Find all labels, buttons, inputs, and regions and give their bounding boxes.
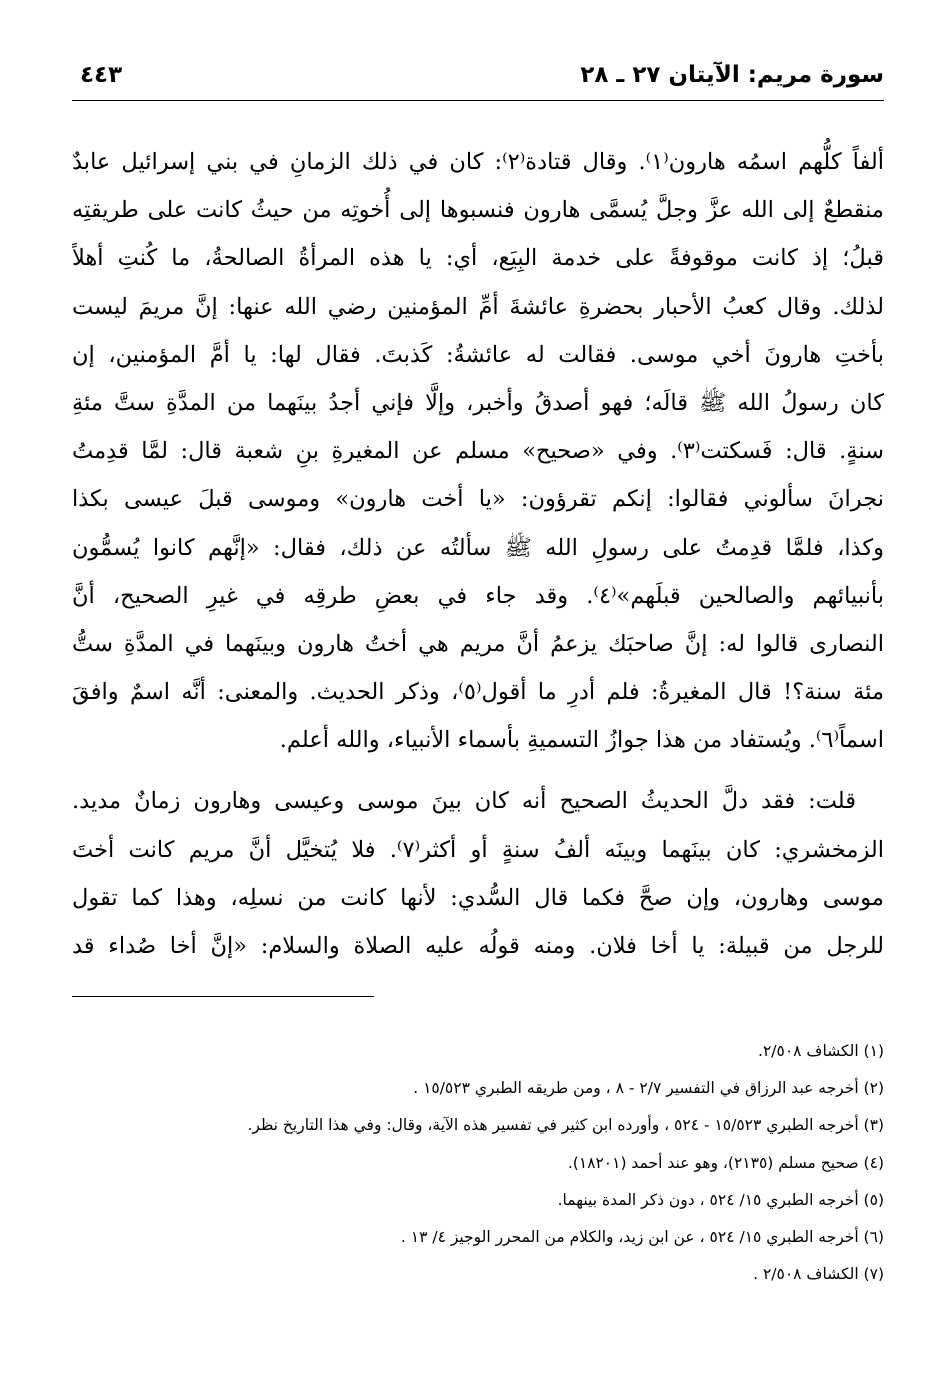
text-line: وكذا، فلمَّا قدِمتُ على رسولِ الله ﷺ سألتُه عن ذلك، فقال: «إنَّهم كانوا يُسمُّون xyxy=(72,534,884,561)
paragraph-gap xyxy=(72,764,884,777)
text-line: ألفاً كلُّهم اسمُه هارون⁽١⁾. وقال قتادة⁽٢⁾: كان في ذلك الزمانِ في بني إسرائيل عابدٌ xyxy=(72,149,884,175)
text-line: قبلُ؛ إذ كانت موقوفةً على خدمة البِيَع، أي: يا هذه المرأةُ الصالحةُ، ما كُنتِ أهلاً xyxy=(72,245,884,272)
footnote: (٧) الكشاف ٢/٥٠٨ . xyxy=(753,1265,884,1284)
text-line: بأنبيائهم والصالحين قبلَهم»⁽٤⁾. وقد جاء في بعضِ طرقِه في غيرِ الصحيح، أنَّ xyxy=(72,582,884,609)
footnote: (٤) صحيح مسلم (٢١٣٥)، وهو عند أحمد (١٨٢٠١). xyxy=(567,1153,884,1172)
book-page xyxy=(72,58,884,1338)
text-line: النصارى قالوا له: إنَّ صاحبَك يزعمُ أنَّ مريم هي أختُ هارون وبينَهما في المدَّةِ ستُّ xyxy=(72,630,884,657)
footnote: (٣) أخرجه الطبري ١٥/٥٢٣ - ٥٢٤ ، وأورده ابن كثير في تفسير هذه الآية، وقال: وفي هذا التاريخ نظر. xyxy=(247,1116,884,1135)
text-line: بأختِ هارونَ أخي موسى. فقالت له عائشةُ: كَذبتَ. فقال لها: يا أمَّ المؤمنين، إن xyxy=(72,341,884,368)
text-line: موسى وهارون، وإن صحَّ فكما قال السُّدي: لأنها كانت من نسلِه، وهذا كما تقول xyxy=(72,884,884,911)
paragraph xyxy=(72,138,884,764)
footnote: (١) الكشاف ٢/٥٠٨. xyxy=(758,1042,884,1060)
text-line: نجرانَ سألوني فقالوا: إنكم تقرؤون: «يا أخت هارون» وموسى قبلَ عيسى بكذا xyxy=(72,486,884,513)
text-line: للرجل من قبيلة: يا أخا فلان. ومنه قولُه عليه الصلاة والسلام: «إنَّ أخا صُداء قد xyxy=(72,933,884,959)
text-line: سنةٍ. قال: فَسكتت⁽٣⁾. وفي «صحيح» مسلم عن المغيرةِ بنِ شعبة قال: لمَّا قدِمتُ xyxy=(72,438,884,465)
text-line: الزمخشري: كان بينَهما وبينَه ألفُ سنةٍ أو أكثر⁽٧⁾. فلا يُتخيَّل أنَّ مريم كانت أختَ xyxy=(72,836,884,863)
page-header xyxy=(72,58,884,98)
header-divider xyxy=(72,100,884,101)
text-line: لذلك. وقال كعبُ الأحبار بحضرةِ عائشةَ أمِّ المؤمنين رضي الله عنها: إنَّ مريمَ ليست xyxy=(72,293,884,320)
footnote-divider xyxy=(72,996,374,997)
footnote: (٢) أخرجه عبد الرزاق في التفسير ٢/٧ - ٨ ، ومن طريقه الطبري ١٥/٥٢٣ . xyxy=(413,1079,884,1098)
text-line: قلت: فقد دلَّ الحديثُ الصحيح أنه كان بينَ موسى وعيسى وهارون زمانٌ مديد. xyxy=(72,788,856,815)
text-line: اسماً⁽٦⁾. ويُستفاد من هذا جوازُ التسميةِ بأسماء الأنبياء، والله أعلم. xyxy=(279,727,884,754)
paragraph xyxy=(72,777,884,970)
main-text xyxy=(72,138,884,970)
footnotes xyxy=(72,1033,884,1293)
footnote: (٥) أخرجه الطبري ١٥/ ٥٢٤ ، دون ذكر المدة بينهما. xyxy=(557,1190,884,1209)
page-number: ٤٤٣ xyxy=(80,62,123,88)
text-line: كان رسولُ الله ﷺ قالَه؛ فهو أصدقُ وأخبر، وإلَّا فإني أجدُ بينَهما من المدَّةِ ستَّ مئةِ xyxy=(72,389,884,416)
footnote: (٦) أخرجه الطبري ١٥/ ٥٢٤ ، عن ابن زيد، والكلام من المحرر الوجيز ٤/ ١٣ . xyxy=(400,1227,884,1246)
text-line: مئة سنة؟! قال المغيرةُ: فلم أدرِ ما أقول⁽٥⁾، وذكر الحديث. والمعنى: أنَّه اسمٌ وافقَ xyxy=(72,679,884,706)
text-line: منقطعٌ إلى الله عزَّ وجلَّ يُسمَّى هارون فنسبوها إلى أُخوتِه من حيثُ كانت على طريقتِه xyxy=(72,197,884,224)
running-title: سورة مريم: الآيتان ٢٧ ـ ٢٨ xyxy=(580,62,884,88)
